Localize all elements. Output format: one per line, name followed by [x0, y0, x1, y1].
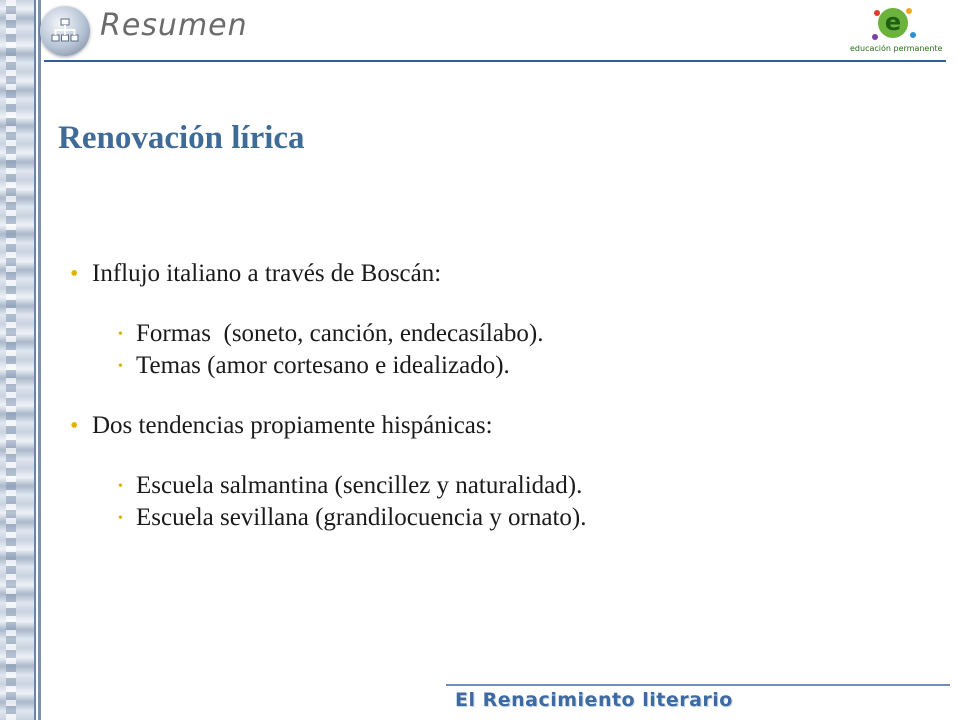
sub-bullet-text: Escuela sevillana (grandilocuencia y ornato).: [136, 504, 587, 531]
sub-bullet-item: [70, 470, 930, 502]
logo-text: educación permanente: [850, 44, 943, 53]
sub-bullet-text: Formas (soneto, canción, endecasílabo).: [136, 320, 544, 347]
logo-e-icon: e: [878, 8, 908, 38]
sub-bullet-dot-icon: •: [118, 511, 123, 526]
bullet-text: Dos tendencias propiamente hispánicas:: [92, 412, 493, 439]
bullet-dot-icon: •: [70, 413, 79, 439]
header-title: Resumen: [100, 8, 248, 43]
sitemap-icon: [40, 6, 90, 56]
sub-bullet-item: [70, 318, 930, 350]
bullet-list: [70, 258, 930, 534]
sub-bullet-item: [70, 502, 930, 534]
slide-title: Renovación lírica: [58, 120, 305, 156]
bullet-item: [70, 410, 930, 442]
sub-bullet-dot-icon: •: [118, 479, 123, 494]
educacion-permanente-logo: [846, 6, 950, 60]
sub-bullet-text: Escuela salmantina (sencillez y naturalidad).: [136, 472, 583, 499]
bullet-text: Influjo italiano a través de Boscán:: [92, 260, 442, 287]
bullet-item: [70, 258, 930, 290]
left-decorative-border: [0, 0, 36, 720]
footer-title: El Renacimiento literario: [455, 689, 733, 711]
sub-bullet-text: Temas (amor cortesano e idealizado).: [136, 352, 510, 379]
sub-bullet-item: [70, 350, 930, 382]
header-divider: [44, 60, 946, 62]
footer-divider: [446, 684, 950, 686]
sub-bullet-dot-icon: •: [118, 359, 123, 374]
sub-bullet-dot-icon: •: [118, 327, 123, 342]
left-inner-line: [38, 0, 41, 720]
bullet-dot-icon: •: [70, 261, 79, 287]
